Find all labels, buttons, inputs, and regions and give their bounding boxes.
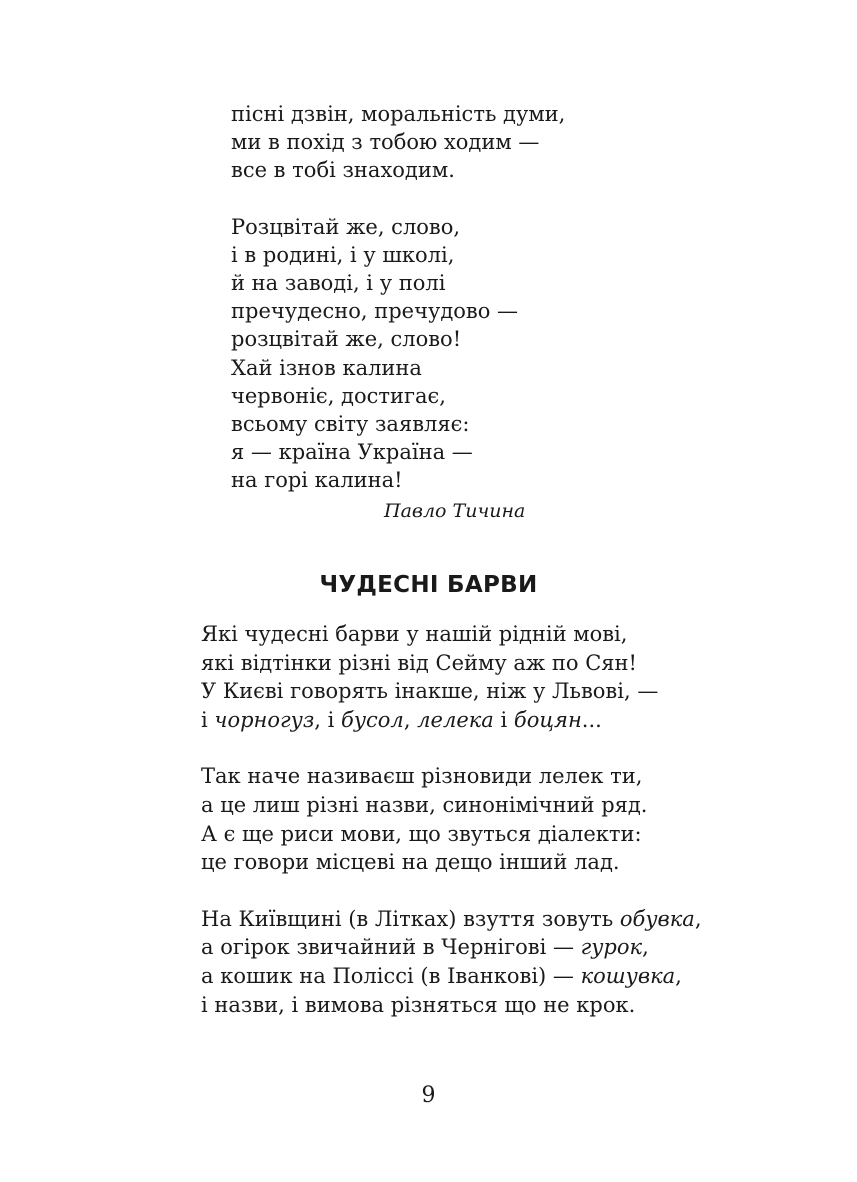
poem-line: розцвітай же, слово! (231, 327, 462, 352)
stanza (201, 905, 761, 1019)
text-run: , (694, 906, 702, 931)
poem-line: а це лиш різні назви, синонімічний ряд. (201, 792, 648, 817)
poem-line: це говори місцеві на дещо інший лад. (201, 850, 620, 875)
text-run: , (675, 963, 682, 988)
text-run: і (493, 707, 514, 732)
text-run: На Київщині (в Літках) взуття зовуть (201, 906, 620, 931)
poem-line: я — країна Україна — (231, 440, 473, 465)
text-run: , (403, 707, 418, 732)
page-number: 9 (421, 1083, 436, 1108)
italic-word: обувка (619, 906, 695, 931)
poem-line: Так наче називаєш різновиди лелек ти, (201, 764, 643, 789)
poem-line: У Києві говорять інакше, ніж у Львові, — (201, 679, 659, 704)
poem-line: які відтінки різні від Сейму аж по Сян! (201, 650, 637, 675)
poem-line: на горі калина! (231, 468, 403, 493)
italic-word: лелека (417, 707, 494, 732)
poem-line: і в родині, і у школі, (231, 242, 455, 267)
italic-word: боцян (513, 707, 582, 732)
poem-line: і назви, і вимова різняться що не крок. (201, 992, 636, 1017)
italic-word: гурок (580, 935, 643, 960)
poem-line: Хай ізнов калина (231, 355, 422, 380)
text-run: ... (581, 707, 602, 732)
poem-line: ми в похід з тобою ходим — (231, 130, 540, 155)
italic-word: бусол (341, 707, 404, 732)
text-run: , і (314, 707, 342, 732)
stanza-gap (201, 877, 761, 905)
stanza (231, 100, 651, 185)
stanza (201, 620, 761, 734)
poem-author: Павло Тичина (384, 500, 526, 522)
poem-body (201, 620, 761, 1019)
poem-line: червоніє, достигає, (231, 383, 446, 408)
poem-line: пісні дзвін, моральність думи, (231, 102, 566, 126)
text-run: і (201, 707, 215, 732)
poem-line: Розцвітай же, слово, (231, 214, 461, 239)
poem-line: Які чудесні барви у нашій рідній мові, (201, 622, 628, 646)
poem-line (201, 706, 761, 735)
poem-line (201, 933, 761, 962)
poem-line: всьому світу заявляє: (231, 411, 470, 436)
text-run: а огірок звичайний в Чернігові — (201, 935, 581, 960)
poem-line: все в тобі знаходим. (231, 158, 455, 183)
stanza (231, 213, 651, 495)
italic-word: кошувка (580, 963, 676, 988)
poem-continuation (231, 100, 651, 494)
poem-line: пречудесно, пречудово — (231, 299, 519, 324)
stanza-gap (231, 185, 651, 213)
stanza-gap (201, 734, 761, 762)
text-run: а кошик на Поліссі (в Іванкові) — (201, 963, 581, 988)
poem-line (201, 905, 761, 934)
poem-line (201, 962, 761, 991)
poem-line: й на заводі, і у полі (231, 270, 446, 295)
stanza (201, 762, 761, 876)
poem-line: А є ще риси мови, що звуться діалекти: (201, 821, 642, 846)
poem-title: ЧУДЕСНІ БАРВИ (319, 572, 538, 598)
text-run: , (642, 935, 649, 960)
italic-word: чорногуз (214, 707, 315, 732)
